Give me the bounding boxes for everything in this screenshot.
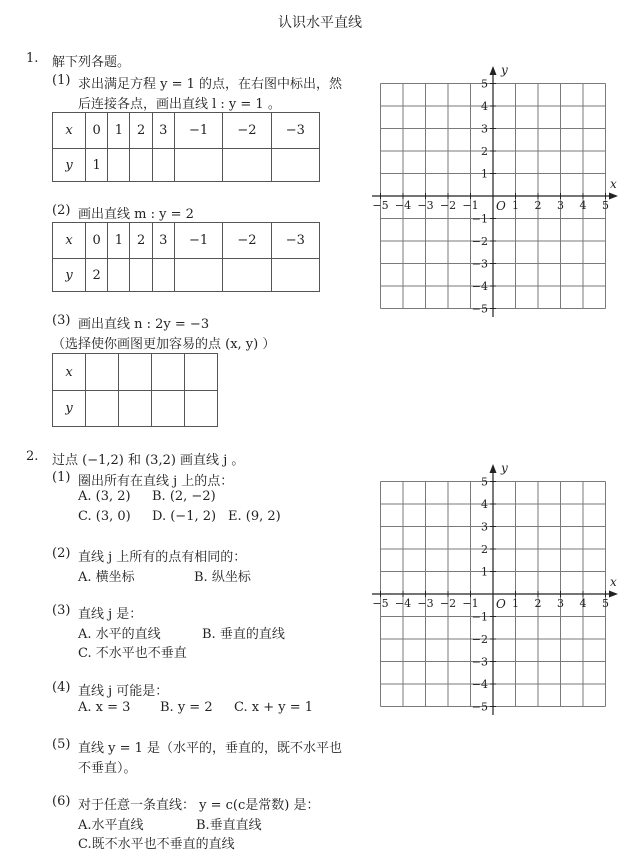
q2-part4-text: 直线 j 可能是： — [78, 684, 169, 699]
x-tick-label: −3 — [417, 199, 434, 212]
question-2-heading: 过点 (−1,2) 和 (3,2) 画直线 j 。 — [52, 453, 245, 468]
table2-x-header: x — [53, 223, 86, 259]
table2-x-cell: 3 — [152, 223, 174, 259]
q2-part1-option-d[interactable]: D. (−1, 2) — [152, 509, 217, 524]
q2-part6-text: 对于任意一条直线： y = c(c是常数) 是： — [78, 798, 320, 813]
y-tick-label: −4 — [471, 678, 488, 691]
table3-x-cell[interactable] — [152, 354, 185, 391]
y-tick-label: 4 — [481, 100, 488, 113]
x-tick-label: −4 — [394, 199, 412, 212]
x-axis-label: x — [610, 177, 617, 191]
table3-y-cell[interactable] — [185, 391, 218, 427]
question-1-number: 1. — [26, 51, 39, 66]
x-axis-arrow-icon — [609, 193, 618, 200]
y-axis-label: y — [501, 63, 508, 77]
x-tick-label: 5 — [602, 597, 609, 610]
q2-part6-number: (6) — [52, 794, 71, 809]
coordinate-grid-1[interactable] — [366, 60, 626, 322]
x-tick-label: 3 — [557, 597, 564, 610]
y-tick-label: −2 — [471, 235, 488, 248]
table1-y-cell[interactable] — [130, 149, 152, 182]
y-tick-label: 3 — [481, 520, 488, 534]
table1-y-header: y — [53, 149, 86, 182]
table2-x-cell: −2 — [223, 223, 271, 259]
y-tick-label: 5 — [481, 475, 488, 489]
x-tick-label: 2 — [534, 597, 542, 610]
q1-part3-note: （选择使你画图更加容易的点 (x, y) ） — [52, 337, 276, 352]
y-tick-label: 3 — [481, 122, 488, 136]
x-tick-label: 3 — [557, 199, 564, 212]
x-tick-label: 4 — [579, 597, 587, 610]
table2-x-cell: 2 — [130, 223, 152, 259]
table1-x-cell: −3 — [271, 113, 319, 149]
x-tick-label: 2 — [534, 199, 542, 212]
x-tick-label: 4 — [579, 199, 587, 212]
table3-x-cell[interactable] — [185, 354, 218, 391]
table1-y-cell[interactable]: 1 — [86, 149, 108, 182]
q2-part3-number: (3) — [52, 603, 71, 618]
q2-part6-option-c[interactable]: C.既不水平也不垂直的直线 — [78, 837, 235, 852]
y-tick-label: −5 — [471, 302, 488, 316]
table1-x-cell: −2 — [223, 113, 271, 149]
q2-part4-number: (4) — [52, 680, 71, 695]
table2-y-cell[interactable] — [223, 259, 271, 292]
y-tick-label: −3 — [471, 257, 488, 271]
y-tick-label: 1 — [481, 167, 488, 181]
x-tick-label: 1 — [512, 199, 519, 212]
table1-x-cell: 1 — [108, 113, 130, 149]
q2-part4-option-a[interactable]: A. x = 3 — [78, 700, 131, 715]
y-tick-label: −2 — [471, 633, 488, 646]
q2-part3-option-b[interactable]: B. 垂直的直线 — [202, 627, 285, 642]
q1-part1-number: (1) — [52, 73, 71, 88]
y-axis-label: y — [501, 461, 508, 475]
q2-part4-option-b[interactable]: B. y = 2 — [160, 700, 213, 715]
table3-y-cell[interactable] — [119, 391, 152, 427]
y-tick-label: −3 — [471, 655, 488, 669]
table3-x-header: x — [53, 354, 86, 391]
x-tick-label: −1 — [462, 597, 479, 610]
x-tick-label: −4 — [394, 597, 412, 610]
x-tick-label: −3 — [417, 597, 434, 610]
q2-part6-option-a[interactable]: A.水平直线 — [78, 818, 144, 833]
x-axis-arrow-icon — [609, 591, 618, 598]
value-table-1 — [52, 112, 320, 182]
table2-y-cell[interactable]: 2 — [86, 259, 108, 292]
y-axis-arrow-icon — [490, 66, 497, 75]
y-tick-label: 4 — [481, 498, 488, 511]
value-table-3 — [52, 353, 218, 427]
table3-y-cell[interactable] — [152, 391, 185, 427]
q1-part3-number: (3) — [52, 313, 71, 328]
q2-part3-text: 直线 j 是： — [78, 607, 143, 622]
q2-part5-number: (5) — [52, 737, 71, 752]
y-tick-label: −4 — [471, 280, 488, 293]
table2-y-cell[interactable] — [152, 259, 174, 292]
table2-y-cell[interactable] — [130, 259, 152, 292]
table1-y-cell[interactable] — [174, 149, 222, 182]
table1-x-cell: 2 — [130, 113, 152, 149]
y-tick-label: −1 — [471, 610, 488, 624]
table3-y-cell[interactable] — [86, 391, 119, 427]
q2-part3-option-c[interactable]: C. 不水平也不垂直 — [78, 646, 187, 661]
table1-x-cell: 0 — [86, 113, 108, 149]
q2-part5-line2: 不垂直）。 — [78, 761, 137, 776]
y-tick-label: 2 — [481, 145, 488, 158]
table2-x-cell: 0 — [86, 223, 108, 259]
q1-part2-text: 画出直线 m : y = 2 — [78, 207, 194, 222]
y-tick-label: −1 — [471, 212, 488, 226]
table1-x-header: x — [53, 113, 86, 149]
x-tick-label: −1 — [462, 199, 479, 212]
question-2-number: 2. — [26, 449, 39, 464]
q2-part2-text: 直线 j 上所有的点有相同的： — [78, 550, 247, 565]
q2-part1-option-c[interactable]: C. (3, 0) — [78, 509, 131, 524]
q2-part1-option-b[interactable]: B. (2, −2) — [152, 489, 216, 504]
y-tick-label: 2 — [481, 543, 488, 556]
y-tick-label: −5 — [471, 700, 488, 714]
q2-part5-line1: 直线 y = 1 是（水平的，垂直的，既不水平也 — [78, 741, 343, 756]
q2-part1-option-a[interactable]: A. (3, 2) — [78, 489, 131, 504]
q2-part4-option-c[interactable]: C. x + y = 1 — [234, 700, 314, 715]
origin-label: O — [496, 597, 506, 611]
q2-part6-option-b[interactable]: B.垂直直线 — [196, 818, 262, 833]
x-tick-label: −5 — [372, 597, 389, 610]
coordinate-grid-2[interactable] — [366, 458, 626, 720]
table1-y-cell[interactable] — [108, 149, 130, 182]
q1-part3-text: 画出直线 n : 2y = −3 — [78, 317, 210, 332]
table1-x-cell: −1 — [174, 113, 222, 149]
x-tick-label: −2 — [439, 199, 457, 212]
x-axis-label: x — [610, 575, 617, 589]
table3-x-cell[interactable] — [86, 354, 119, 391]
table2-y-header: y — [53, 259, 86, 292]
q2-part1-number: (1) — [52, 470, 71, 485]
table2-y-cell[interactable] — [108, 259, 130, 292]
table1-y-cell[interactable] — [152, 149, 174, 182]
table2-x-cell: 1 — [108, 223, 130, 259]
table2-y-cell[interactable] — [271, 259, 319, 292]
table1-x-cell: 3 — [152, 113, 174, 149]
table2-y-cell[interactable] — [174, 259, 222, 292]
origin-label: O — [496, 199, 506, 213]
table3-x-cell[interactable] — [119, 354, 152, 391]
question-1-heading: 解下列各题。 — [52, 55, 131, 70]
q2-part1-option-e[interactable]: E. (9, 2) — [228, 509, 281, 524]
y-axis-arrow-icon — [490, 464, 497, 473]
table2-x-cell: −1 — [174, 223, 222, 259]
y-tick-label: 5 — [481, 77, 488, 91]
page-title: 认识水平直线 — [278, 15, 362, 31]
table2-x-cell: −3 — [271, 223, 319, 259]
x-tick-label: 5 — [602, 199, 609, 212]
q2-part2-number: (2) — [52, 546, 71, 561]
table1-y-cell[interactable] — [271, 149, 319, 182]
value-table-2 — [52, 222, 320, 292]
q2-part2-option-a[interactable]: A. 横坐标 — [78, 570, 135, 585]
x-tick-label: −2 — [439, 597, 457, 610]
q2-part1-text: 圈出所有在直线 j 上的点： — [78, 474, 234, 489]
q1-part1-line2: 后连接各点，画出直线 l : y = 1 。 — [78, 97, 281, 112]
q2-part2-option-b[interactable]: B. 纵坐标 — [194, 570, 251, 585]
x-tick-label: −5 — [372, 199, 389, 212]
q1-part1-line1: 求出满足方程 y = 1 的点，在右图中标出，然 — [78, 77, 343, 92]
q2-part3-option-a[interactable]: A. 水平的直线 — [78, 627, 161, 642]
table1-y-cell[interactable] — [223, 149, 271, 182]
y-tick-label: 1 — [481, 565, 488, 579]
x-tick-label: 1 — [512, 597, 519, 610]
q1-part2-number: (2) — [52, 203, 71, 218]
table3-y-header: y — [53, 391, 86, 427]
